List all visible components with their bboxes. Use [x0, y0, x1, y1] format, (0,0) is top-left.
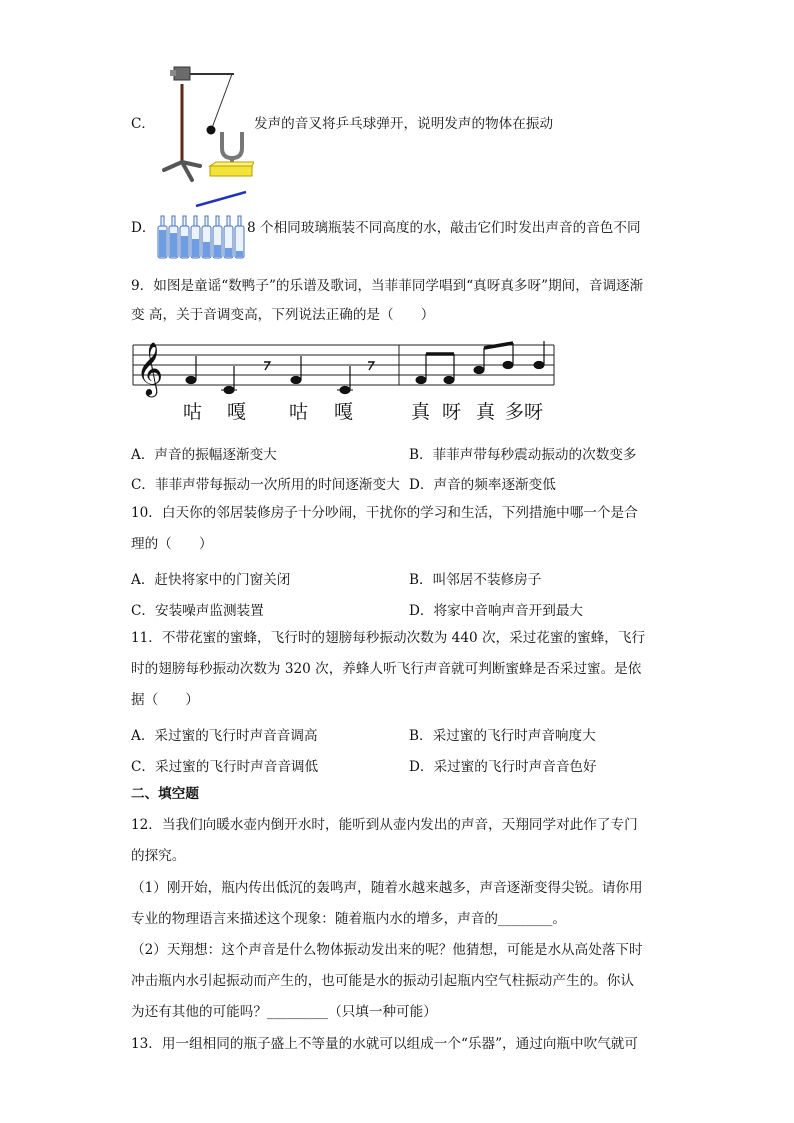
q10-stem-line1: 10．白天你的邻居装修房子十分吵闹，干扰你的学习和生活，下列措施中哪一个是合 [131, 505, 638, 521]
lyric-zhen-1: 真 [411, 401, 431, 423]
q11-option-a[interactable]: A．采过蜜的飞行时声音音调高 [131, 728, 318, 744]
q11-stem-line3: 据（ ） [131, 692, 199, 708]
q11-options-row2 [131, 755, 661, 775]
q12-stem-line1: 12．当我们向暖水壶内倒开水时，能听到从壶内发出的声音，天翔同学对此作了专门 [131, 817, 638, 833]
q10-option-d[interactable]: D．将家中音响声音开到最大 [409, 603, 584, 619]
lyric-ga-2: 嘎 [334, 401, 354, 423]
q12-sub2-line3: 为还有其他的可能吗？_________（只填一种可能） [131, 1004, 437, 1020]
q11-option-d[interactable]: D．采过蜜的飞行时声音音色好 [409, 759, 597, 775]
q12-sub1-line1: （1）刚开始，瓶内传出低沉的轰鸣声，随着水越来越多，声音逐渐变得尖锐。请你用 [131, 880, 643, 896]
q12-sub2-line2: 冲击瓶内水引起振动而产生的，也可能是水的振动引起瓶内空气柱振动产生的。你认 [131, 973, 634, 989]
q11-stem-line2: 时的翅膀每秒振动次数为 320 次，养蜂人听飞行声音就可判断蜜蜂是否采过蜜。是依 [131, 661, 642, 677]
q13-stem-line1: 13．用一组相同的瓶子盛上不等量的水就可以组成一个“乐器”，通过向瓶中吹气就可 [131, 1036, 638, 1052]
q10-stem-line2: 理的（ ） [131, 536, 213, 552]
lyric-ya-1: 呀 [442, 401, 462, 423]
q11-option-c[interactable]: C．采过蜜的飞行时声音音调低 [131, 759, 319, 775]
glass-bottles-figure [157, 214, 247, 260]
q8-option-d-text: 8 个相同玻璃瓶装不同高度的水，敲击它们时发出声音的音色不同 [247, 220, 641, 236]
q9-options-row2 [131, 473, 661, 493]
q12-stem-line2: 的探究。 [131, 848, 186, 864]
music-score [131, 336, 556, 428]
lyric-gu-2: 咕 [289, 401, 309, 423]
lyric-duoya: 多呀 [505, 401, 544, 423]
q9-option-c[interactable]: C．菲菲声带每振动一次所用的时间逐渐变大 [131, 477, 400, 493]
q10-options-row1 [131, 568, 661, 588]
q10-options-row2 [131, 599, 661, 619]
q11-options-row1 [131, 724, 661, 744]
q9-stem-line1: 9．如图是童谣“数鸭子”的乐谱及歌词，当菲菲同学唱到“真呀真多呀”期间，音调逐渐 [131, 278, 644, 294]
q9-options-row1 [131, 443, 661, 463]
q10-option-c[interactable]: C．安装噪声监测装置 [131, 603, 264, 619]
q8-option-d-label: D． [131, 220, 156, 236]
tuning-fork-figure [152, 62, 254, 212]
treble-clef-icon: 𝄞 [136, 341, 164, 395]
q9-stem-line2: 变 高，关于音调变高，下列说法正确的是（ ） [131, 307, 435, 323]
q8-option-c-text: 发声的音叉将乒乓球弹开，说明发声的物体在振动 [254, 116, 554, 132]
lyric-gu-1: 咕 [183, 401, 203, 423]
lyric-ga-1: 嘎 [227, 401, 247, 423]
q8-option-c-label: C． [131, 116, 155, 132]
q10-option-a[interactable]: A．赶快将家中的门窗关闭 [131, 572, 291, 588]
q9-option-a[interactable]: A．声音的振幅逐渐变大 [131, 447, 277, 463]
q9-option-d[interactable]: D．声音的频率逐渐变低 [409, 477, 556, 493]
q12-sub2-line1: （2）天翔想：这个声音是什么物体振动发出来的呢？他猜想，可能是水从高处落下时 [131, 942, 643, 958]
lyric-zhen-2: 真 [476, 401, 496, 423]
q11-option-b[interactable]: B．采过蜜的飞行时声音响度大 [409, 728, 596, 744]
q9-option-b[interactable]: B．菲菲声带每秒震动振动的次数变多 [409, 447, 637, 463]
q10-option-b[interactable]: B．叫邻居不装修房子 [409, 572, 542, 588]
section-fill-in-title: 二、填空题 [131, 786, 199, 802]
q12-sub1-line2: 专业的物理语言来描述这个现象：随着瓶内水的增多，声音的________。 [131, 911, 566, 927]
q11-stem-line1: 11．不带花蜜的蜜蜂，飞行时的翅膀每秒振动次数为 440 次，采过花蜜的蜜蜂，飞行 [131, 630, 646, 646]
